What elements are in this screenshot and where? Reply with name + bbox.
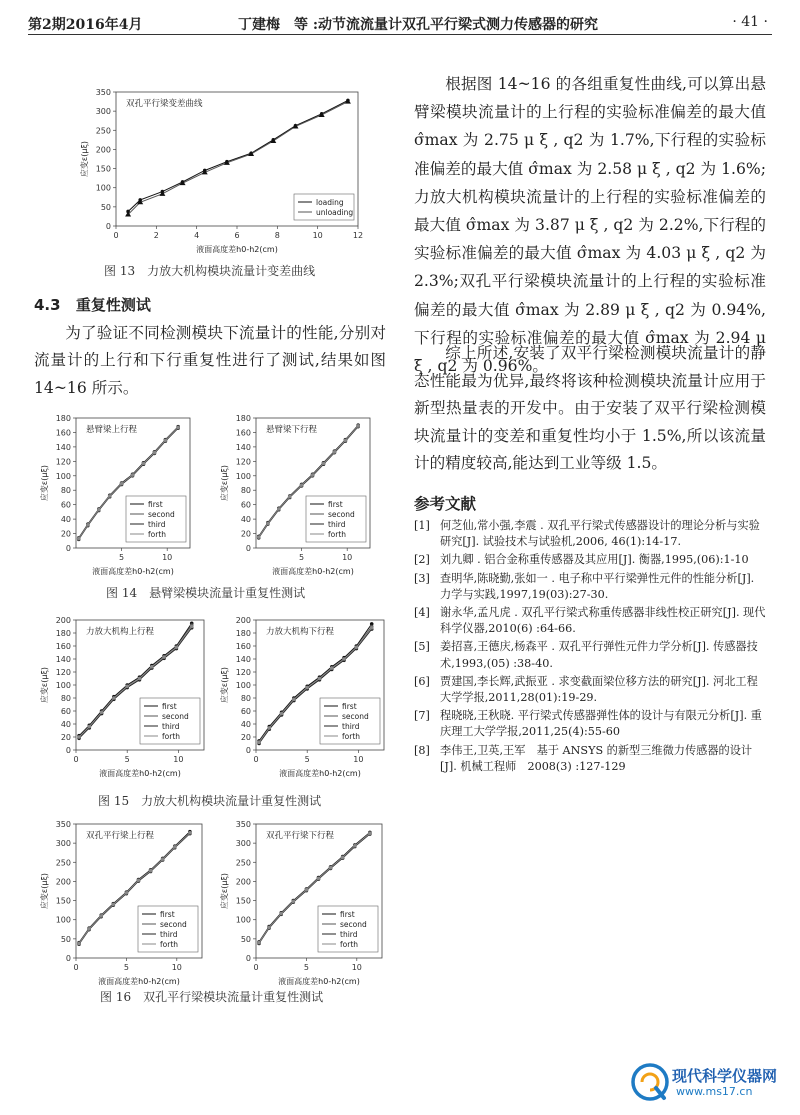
x-tick-label: 0 [253, 755, 259, 764]
y-tick-label: 160 [55, 642, 71, 651]
y-tick-label: 120 [55, 457, 71, 467]
x-tick-label: 5 [123, 963, 129, 972]
data-point [138, 677, 142, 681]
y-tick-label: 100 [235, 681, 251, 690]
chart-title: 力放大机构下行程 [266, 627, 335, 637]
data-point [162, 655, 166, 659]
x-tick-label: 2 [153, 231, 159, 240]
reference-number: [1] [414, 519, 430, 532]
y-tick-label: 100 [55, 915, 71, 925]
y-tick-label: 140 [55, 655, 71, 664]
reference-number: [4] [414, 606, 430, 620]
data-point [280, 712, 284, 716]
y-tick-label: 0 [65, 544, 71, 553]
legend-label: second [342, 712, 369, 721]
x-tick-label: 0 [73, 755, 79, 764]
x-tick-label: 0 [113, 231, 119, 240]
x-tick-label: 10 [171, 963, 182, 972]
x-axis-label: 液面高度差h0-h2(cm) [272, 567, 354, 576]
x-tick-label: 8 [274, 231, 280, 240]
y-tick-label: 250 [235, 858, 251, 868]
data-point [279, 912, 283, 916]
legend-label: first [148, 500, 163, 509]
y-axis-label: 应变ε(μξ) [40, 464, 49, 502]
x-axis-label: 液面高度差h0-h2(cm) [99, 769, 181, 778]
running-title: 丁建梅 等 :动节流流量计双孔平行梁式测力传感器的研究 [238, 17, 599, 33]
data-point [318, 677, 322, 681]
legend-label: forth [342, 732, 361, 741]
section-heading [34, 294, 151, 315]
reference-text: 李伟王,卫英,王军 基于 ANSYS 的新型三维微力传感器的设计[J]. 机械工程师 2008(3) :127-129 [440, 743, 753, 773]
y-tick-label: 200 [95, 145, 111, 155]
figure-14-caption: 图 14 悬臂梁模块流量计重复性测试 [106, 586, 306, 600]
chart-fig15a [38, 614, 210, 780]
legend-label: first [160, 910, 175, 919]
repeatability-paragraph: 为了验证不同检测模块下流量计的性能,分别对流量计的上行和下行重复性进行了测试,结果如图 14~16 所示。 [34, 324, 386, 397]
y-axis-label: 应变ε(μξ) [220, 464, 229, 502]
legend-label: second [148, 510, 175, 519]
y-tick-label: 80 [240, 486, 251, 496]
y-tick-label: 250 [95, 126, 111, 136]
y-tick-label: 140 [235, 442, 251, 452]
chart-svg [218, 614, 390, 780]
section-title: 重复性测试 [75, 296, 151, 314]
y-tick-label: 180 [55, 414, 71, 423]
data-point [77, 942, 81, 946]
x-tick-label: 4 [194, 231, 200, 240]
data-point [99, 914, 103, 918]
chart-fig14b [218, 412, 376, 578]
reference-number: [6] [414, 674, 430, 688]
figure-15-caption: 图 15 力放大机构模块流量计重复性测试 [98, 794, 322, 808]
legend-label: third [328, 520, 346, 529]
y-tick-label: 20 [240, 529, 251, 539]
data-point [173, 845, 177, 849]
reference-item [414, 552, 768, 568]
data-point [153, 451, 157, 455]
reference-item [414, 743, 768, 775]
data-point [149, 869, 153, 873]
reference-text: 贾建国,李长辉,武振亚 . 求变截面梁位移方法的研究[J]. 河北工程大学学报,2011,28(01):19-29. [440, 674, 758, 705]
data-point [292, 698, 296, 702]
legend-label: loading [316, 198, 344, 207]
y-tick-label: 140 [235, 655, 251, 664]
chart-svg [78, 86, 364, 256]
legend-label: second [340, 920, 367, 929]
site-logo [628, 1059, 788, 1105]
y-tick-label: 0 [245, 544, 251, 553]
y-tick-label: 0 [65, 746, 71, 755]
chart-svg [38, 412, 196, 578]
data-point [353, 844, 357, 848]
data-point [161, 857, 165, 861]
x-tick-label: 5 [303, 963, 309, 972]
x-tick-label: 10 [162, 553, 173, 562]
reference-text: 姜招喜,王德庆,杨森平 . 双孔平行弹性元件力学分析[J]. 传感器技术,1993,(05) :38-40. [440, 640, 758, 670]
data-point [322, 462, 326, 466]
y-tick-label: 200 [235, 616, 251, 625]
data-point [257, 535, 261, 539]
reference-number: [5] [414, 640, 430, 654]
legend-label: forth [340, 940, 359, 949]
chart-title: 悬臂梁下行程 [266, 425, 318, 435]
chart-svg [218, 818, 388, 988]
data-point [125, 685, 129, 689]
data-point [131, 473, 135, 477]
data-point [291, 900, 295, 904]
data-point [267, 926, 271, 930]
y-tick-label: 0 [105, 222, 111, 231]
y-tick-label: 300 [235, 839, 251, 849]
x-tick-label: 12 [352, 231, 364, 240]
chart-title: 双孔平行梁上行程 [86, 831, 155, 841]
x-tick-label: 10 [312, 231, 323, 240]
y-tick-label: 350 [95, 88, 111, 97]
reference-text: 谢永华,孟凡虎 . 双孔平行梁式称重传感器非线性校正研究[J]. 现代科学仪器,2010(6) :64-66. [440, 606, 766, 636]
x-tick-label: 10 [342, 553, 353, 562]
x-axis-label: 液面高度差h0-h2(cm) [278, 977, 360, 986]
x-tick-label: 5 [124, 755, 130, 764]
data-point [142, 462, 146, 466]
chart-fig16b [218, 818, 388, 988]
data-point [370, 626, 374, 630]
x-tick-label: 5 [304, 755, 310, 764]
y-tick-label: 20 [240, 733, 251, 742]
x-tick-label: 10 [353, 755, 364, 764]
legend-label: first [328, 500, 343, 509]
reference-text: 程晓晓,王秋晓. 平行梁式传感器弹性体的设计与有限元分析[J]. 重庆理工大学学报,2011,25(4):55-60 [440, 709, 762, 739]
legend-label: forth [160, 940, 179, 949]
reference-item [414, 571, 768, 603]
y-tick-label: 100 [235, 471, 251, 481]
data-point [305, 686, 309, 690]
y-tick-label: 350 [55, 820, 71, 829]
references-heading: 参考文献 [414, 495, 477, 513]
legend-label: first [342, 702, 357, 711]
y-tick-label: 350 [235, 820, 251, 829]
data-point [112, 696, 116, 700]
legend-label: third [342, 722, 360, 731]
y-tick-label: 150 [235, 896, 251, 906]
x-axis-label: 液面高度差h0-h2(cm) [98, 977, 180, 986]
data-point [87, 927, 91, 931]
data-point [257, 941, 261, 945]
y-tick-label: 250 [55, 858, 71, 868]
data-point [108, 494, 112, 498]
y-tick-label: 40 [240, 720, 251, 729]
y-tick-label: 200 [235, 877, 251, 887]
legend-label: unloading [316, 208, 354, 217]
data-point [77, 537, 81, 541]
legend-label: first [162, 702, 177, 711]
x-tick-label: 5 [299, 553, 305, 562]
x-tick-label: 10 [173, 755, 184, 764]
chart-fig15b [218, 614, 390, 780]
y-tick-label: 120 [235, 457, 251, 467]
data-point [97, 508, 101, 512]
legend-label: forth [148, 530, 167, 539]
reference-number: [3] [414, 571, 430, 585]
y-tick-label: 200 [55, 616, 71, 625]
y-tick-label: 40 [60, 515, 71, 525]
page-header [28, 8, 772, 35]
y-tick-label: 40 [60, 720, 71, 729]
y-tick-label: 20 [60, 529, 71, 539]
y-tick-label: 180 [55, 629, 71, 638]
reference-text: 刘九卿 . 铝合金称重传感器及其应用[J]. 衡器,1995,(06):1-10 [440, 553, 749, 567]
y-tick-label: 80 [60, 486, 71, 496]
y-tick-label: 150 [95, 164, 111, 174]
chart-title: 悬臂梁上行程 [86, 425, 138, 435]
legend-label: second [160, 920, 187, 929]
data-point [164, 439, 168, 443]
data-point [288, 495, 292, 499]
data-point [120, 482, 124, 486]
y-tick-label: 200 [55, 877, 71, 887]
x-tick-label: 6 [234, 231, 240, 240]
legend-label: second [162, 712, 189, 721]
y-tick-label: 40 [240, 515, 251, 525]
y-tick-label: 20 [60, 733, 71, 742]
y-tick-label: 180 [235, 414, 251, 423]
conclusion-paragraph: 综上所述,安装了双平行梁检测模块流量计的静态性能最为优异,最终将该种检测模块流量计应用于新型热量表的开发中。由于安装了双平行梁检测模块流量计的变差和重复性均小于 1.5%,所以该流量计的精度较高,能达到工业等级 1.5。 [414, 344, 766, 473]
y-tick-label: 300 [95, 107, 111, 117]
legend-label: third [340, 930, 358, 939]
reference-item [414, 708, 768, 740]
reference-text: 何芝仙,常小强,李震 . 双孔平行梁式传感器设计的理论分析与实验研究[J]. 试验技术与试验机,2006, 46(1):14-17. [440, 519, 760, 549]
x-axis-label: 液面高度差h0-h2(cm) [92, 567, 174, 576]
y-tick-label: 60 [240, 707, 251, 716]
data-point [137, 878, 141, 882]
x-tick-label: 0 [253, 963, 259, 972]
reference-item [414, 639, 768, 671]
y-tick-label: 60 [60, 707, 71, 716]
data-point [86, 523, 90, 527]
logo-brand: 现代科学仪器网 [672, 1067, 778, 1085]
chart-title: 双孔平行梁下行程 [266, 831, 335, 841]
journal-issue: 第2期2016年4月 [28, 17, 143, 33]
y-tick-label: 100 [235, 915, 251, 925]
data-point [268, 726, 272, 730]
chart-title: 力放大机构上行程 [86, 627, 155, 637]
chart-svg [218, 412, 376, 578]
reference-item [414, 674, 768, 706]
data-point [77, 735, 81, 739]
y-tick-label: 100 [95, 183, 111, 193]
chart-title: 双孔平行梁变差曲线 [126, 99, 203, 109]
data-point [342, 657, 346, 661]
y-tick-label: 60 [240, 500, 251, 510]
x-axis-label: 液面高度差h0-h2(cm) [196, 245, 278, 254]
reference-item [414, 518, 768, 550]
y-tick-label: 0 [245, 954, 251, 963]
chart-fig14a [38, 412, 196, 578]
y-tick-label: 0 [245, 746, 251, 755]
y-tick-label: 160 [235, 642, 251, 651]
data-point [344, 439, 348, 443]
reference-number: [8] [414, 743, 430, 757]
data-point [317, 877, 321, 881]
y-axis-label: 应变ε(μξ) [220, 666, 229, 704]
data-point [300, 483, 304, 487]
data-point [100, 711, 104, 715]
figure-16-caption: 图 16 双孔平行梁模块流量计重复性测试 [100, 990, 324, 1004]
y-tick-label: 180 [235, 629, 251, 638]
y-tick-label: 80 [240, 694, 251, 703]
legend-label: third [148, 520, 166, 529]
y-tick-label: 120 [55, 668, 71, 677]
y-tick-label: 160 [55, 428, 71, 438]
reference-item [414, 605, 768, 637]
y-tick-label: 80 [60, 694, 71, 703]
x-tick-label: 0 [73, 963, 79, 972]
data-point [355, 646, 359, 650]
data-point [176, 426, 180, 430]
page-number: · 41 · [732, 14, 768, 30]
data-point [175, 646, 179, 650]
references-list [414, 518, 768, 777]
section-number: 4.3 [34, 296, 61, 314]
data-point [341, 856, 345, 860]
legend-label: third [160, 930, 178, 939]
y-tick-label: 160 [235, 428, 251, 438]
data-point [111, 903, 115, 907]
data-point [190, 625, 194, 629]
data-point [150, 665, 154, 669]
y-tick-label: 100 [55, 681, 71, 690]
data-point [266, 522, 270, 526]
x-tick-label: 5 [119, 553, 125, 562]
chart-svg [38, 818, 208, 988]
y-axis-label: 应变ε(μξ) [40, 872, 49, 910]
data-point [311, 473, 315, 477]
data-point [188, 831, 192, 835]
y-axis-label: 应变ε(μξ) [40, 666, 49, 704]
chart-fig16a [38, 818, 208, 988]
legend-label: first [340, 910, 355, 919]
legend-label: second [328, 510, 355, 519]
data-point [305, 888, 309, 892]
figure-13-caption: 图 13 力放大机构模块流量计变差曲线 [104, 264, 316, 278]
data-point [88, 725, 92, 729]
chart-fig13 [78, 86, 364, 256]
data-point [329, 866, 333, 870]
reference-text: 查明华,陈晓勤,张如一 . 电子称中平行梁弹性元件的性能分析[J]. 力学与实践,1997,19(03):27-30. [440, 571, 755, 601]
y-tick-label: 120 [235, 668, 251, 677]
y-axis-label: 应变ε(μξ) [220, 872, 229, 910]
data-point [330, 666, 334, 670]
x-axis-label: 液面高度差h0-h2(cm) [279, 769, 361, 778]
y-tick-label: 0 [65, 954, 71, 963]
legend-label: forth [328, 530, 347, 539]
y-tick-label: 60 [60, 500, 71, 510]
legend-label: forth [162, 732, 181, 741]
y-axis-label: 应变ε(μξ) [80, 140, 89, 178]
x-tick-label: 10 [351, 963, 362, 972]
reference-number: [2] [414, 553, 430, 567]
y-tick-label: 150 [55, 896, 71, 906]
legend-label: third [162, 722, 180, 731]
results-paragraph: 根据图 14~16 的各组重复性曲线,可以算出悬臂梁模块流量计的上行程的实验标准偏差的最大值 σ̂max 为 2.75 μ ξ , q2 为 1.7%,下行程的实验标准偏差的最大值 σ̂max 为 2.58 μ ξ , q2 为 1.6%;力放大机构模块流量计的上行程的实验标准偏差的最大值 σ̂max 为 3.87 μ ξ , q2 为 2.2%,下行程的实验标准偏差的最大值 σ̂max 为 4.03 μ ξ , q2 为 2.3%;双孔平行梁模块流量计的上行程的实验标准偏差的最大值 σ̂max 为 2.89 μ ξ , q2 为 0.94%,下行程的实验标准偏差的最大值 σ̂max 为 2.94 μ ξ , q2 为 0.96%。 [414, 75, 766, 376]
data-point [125, 891, 129, 895]
y-tick-label: 50 [60, 934, 71, 944]
y-tick-label: 50 [240, 934, 251, 944]
data-point [356, 424, 360, 428]
chart-svg [38, 614, 210, 780]
data-point [257, 740, 261, 744]
y-tick-label: 300 [55, 839, 71, 849]
y-tick-label: 100 [55, 471, 71, 481]
data-point [333, 450, 337, 454]
logo-url: www.ms17.cn [676, 1085, 753, 1098]
data-point [368, 831, 372, 835]
data-point [277, 507, 281, 511]
reference-number: [7] [414, 709, 430, 723]
y-tick-label: 50 [100, 202, 111, 212]
y-tick-label: 140 [55, 442, 71, 452]
data-point [159, 191, 165, 196]
